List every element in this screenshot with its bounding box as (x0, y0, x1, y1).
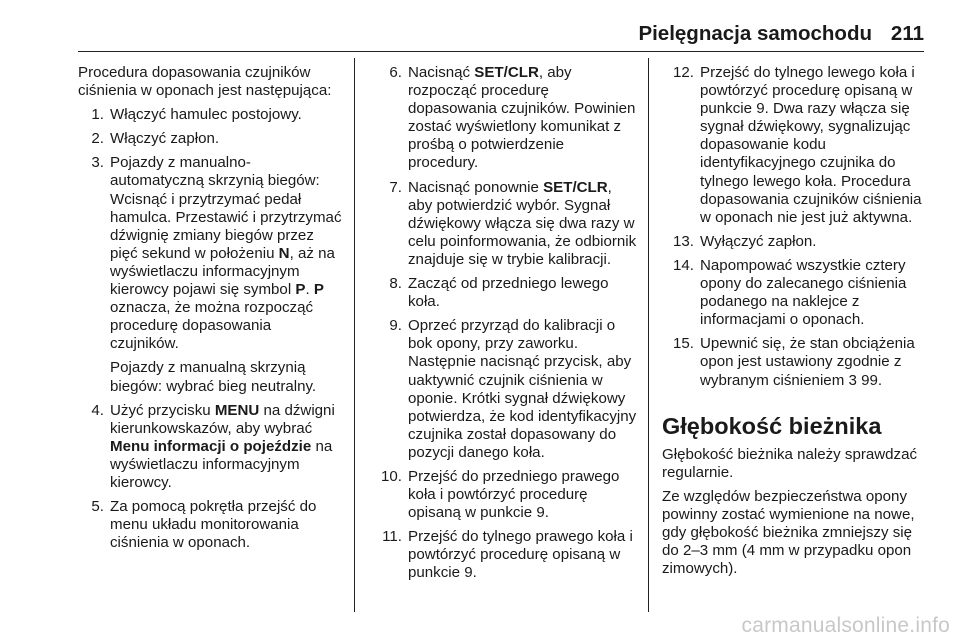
column-divider-1 (354, 58, 355, 612)
step-continuation: Pojazdy z manualną skrzynią biegów: wybrać bieg neutralny. (110, 359, 317, 395)
step-number: 1. (91, 106, 104, 124)
step-10 (370, 468, 638, 522)
step-12 (662, 64, 926, 227)
watermark: carmanualsonline.info (741, 614, 950, 637)
paragraph: Głębokość bieżnika należy sprawdzać regularnie. (662, 445, 918, 481)
step-number: 3. (91, 154, 104, 172)
page-reference-icon: 3 (848, 371, 857, 389)
step-text: Oprzeć przyrząd do kalibracji o bok opony, przy zaworku. Następnie nacisnąć przycisk, aby uaktywnić czujnik ciśnienia w oponie. Krótki sygnał dźwiękowy potwierdza, że kod identyfikacyjny czujnika został dopasowany do pozycji danego koła. (408, 317, 637, 461)
step-text: Nacisnąć ponownie SET/CLR, aby potwierdzić wybór. Sygnał dźwiękowy włącza się dwa razy w celu poinformowania, że odbiornik znajduje się w trybie kalibracji. (408, 178, 637, 268)
step-number: 2. (91, 130, 104, 148)
step-6 (370, 64, 638, 173)
step-number: 7. (389, 178, 402, 196)
page-header (0, 0, 960, 52)
intro-paragraph: Procedura dopasowania czujników ciśnienia w oponach jest następująca: (78, 64, 332, 100)
step-text: Włączyć hamulec postojowy. (110, 106, 302, 124)
step-text: Za pomocą pokrętła przejść do menu układu monitorowania ciśnienia w oponach. (110, 498, 317, 552)
column-3 (662, 58, 926, 578)
step-text: Napompować wszystkie cztery opony do zalecanego ciśnienia podanego na naklejce z informacjami o oponach. (700, 256, 907, 329)
step-number: 9. (389, 317, 402, 335)
step-text: Pojazdy z manualno-automatyczną skrzynią biegów: Wcisnąć i przytrzymać pedał hamulca. Przestawić i przytrzymać dźwignię zmiany biegów przez pięć sekund w położeniu N, aż na wyświetlaczu informacyjnym kierowcy pojawi się symbol P. P oznacza, że można rozpocząć procedurę dopasowania czujników. (110, 154, 342, 353)
step-text: Włączyć zapłon. (110, 130, 220, 148)
column-1 (78, 64, 344, 552)
step-number: 11. (382, 528, 402, 546)
step-15 (662, 335, 926, 389)
column-divider-2 (648, 58, 649, 612)
step-number: 10. (381, 467, 402, 485)
paragraph: Ze względów bezpieczeństwa opony powinny zostać wymienione na nowe, gdy głębokość bieżnika zmniejszy się do 2–3 mm (4 mm w przypadku opon zimowych). (662, 487, 915, 578)
step-text: Wyłączyć zapłon. (700, 232, 817, 250)
step-number: 5. (91, 498, 104, 516)
column-2 (370, 58, 638, 583)
step-number: 6. (389, 64, 402, 81)
page-title: Pielęgnacja samochodu (638, 22, 872, 45)
step-14 (662, 257, 926, 329)
header-divider (78, 51, 924, 52)
step-number: 14. (673, 256, 694, 274)
step-1 (86, 106, 344, 124)
step-number: 8. (389, 275, 402, 293)
step-number: 13. (673, 232, 694, 250)
step-4 (86, 402, 344, 492)
section-heading: Głębokość bieżnika (662, 412, 882, 439)
step-number: 4. (91, 401, 104, 419)
step-text: Zacząć od przedniego lewego koła. (408, 275, 609, 311)
page-number: 211 (890, 22, 924, 45)
step-11 (370, 528, 638, 582)
step-text: Przejść do przedniego prawego koła i powtórzyć procedurę opisaną w punkcie 9. (408, 467, 620, 522)
step-text: Przejść do tylnego lewego koła i powtórzyć procedurę opisaną w punkcie 9. Dwa razy włącza się sygnał dźwiękowy, sygnalizując dopasowanie kodu identyfikacyjnego czujnika do tylnego lewego koła. Procedura dopasowania czujników ciśnienia w oponach nie jest już aktywna. (700, 64, 922, 226)
step-9 (370, 317, 638, 462)
step-3 (86, 154, 344, 395)
step-8 (370, 275, 638, 311)
step-number: 12. (673, 64, 694, 81)
step-2 (86, 130, 344, 148)
step-13 (662, 233, 926, 251)
step-text: Nacisnąć SET/CLR, aby rozpocząć procedurę dopasowania czujników. Powinien zostać wyświetlony komunikat z prośbą o potwierdzenie procedury. (408, 64, 636, 172)
step-text: Przejść do tylnego prawego koła i powtórzyć procedurę opisaną w punkcie 9. (408, 528, 633, 582)
step-text: Użyć przycisku MENU na dźwigni kierunkowskazów, aby wybrać Menu informacji o pojeździe na wyświetlaczu informacyjnym kierowcy. (110, 401, 335, 491)
step-7 (370, 179, 638, 269)
step-5 (86, 498, 344, 552)
step-number: 15. (673, 335, 694, 353)
step-text: Upewnić się, że stan obciążenia opon jest ustawiony zgodnie z wybranym ciśnieniem 3 99. (700, 335, 915, 389)
